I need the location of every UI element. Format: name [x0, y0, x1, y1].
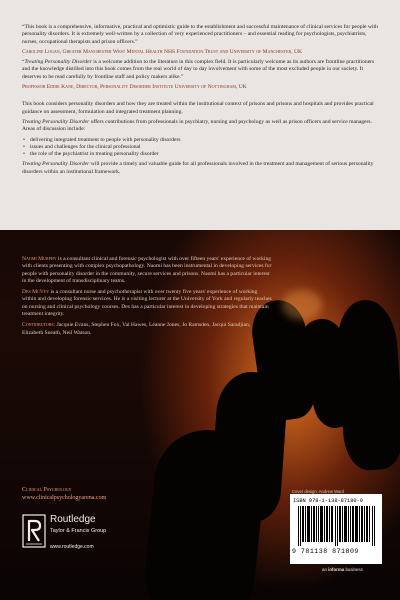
- subject-block: [22, 486, 106, 502]
- light-glow: [282, 290, 322, 320]
- subject-website: www.clinicalpsychologyarena.com: [22, 495, 107, 501]
- list-item: • the role of the psychiatrist in treating personality disorder: [22, 151, 380, 158]
- quote-2-text: is a welcome addition to the literature in this complex field. It is particularly welcome as its authors are frontline practitioners and the knowledge distilled into this book comes from the real world of day to day involvement with some of the most excluded people in our society. It deserves to be read carefully by frontline staff and policy makers alike.”: [22, 59, 375, 80]
- author-name: Naomi Murphy: [22, 256, 57, 262]
- description-title: Treating Personality Disorder: [22, 118, 90, 125]
- publisher-url: www.routledge.com: [50, 544, 94, 550]
- quote-2: “Treating Personality Disorder is a welcome addition to the literature in this complex field. It is particularly welcome as its authors are frontline practitioners and the knowledge distilled into this book comes from the real world of day to day involvement with some of the most excluded people in our society. It deserves to be read carefully by frontline staff and policy makers alike.”: [22, 59, 375, 80]
- topic-list: [22, 137, 380, 159]
- blurb-text: [22, 24, 380, 179]
- quote-2-attribution: Professor Eddie Kane, Director, Personality Disorder Institute University of Nottingham, UK: [22, 84, 247, 91]
- cover-credit: Cover design: Andrew Ward: [292, 489, 344, 494]
- description-intro: This book considers personality disorders and how they are treated within the institutional context of prisons and prisons and hospitals and provides practical guidance on assessment, formulation and integrated treatment planning.: [22, 101, 374, 115]
- contributors: Contributors: Jacquie Evans, Stephen Fox, Val Hawes, Leanne Jones, Jo Ramsden, Jacqui Saradjian, Elizabeth Sneath, Neil Watson.: [22, 322, 251, 336]
- barcode-icon: [298, 506, 376, 546]
- author-bio-murphy: Naomi Murphy is a consultant clinical and forensic psychologist with over fifteen years' experience of working with clients presenting with complex psychopathology. Naomi has been instrumental in developing services for people with personality disorder in the community, secure services and prisons. Naomi has a particular interest in the development of transdisciplinary teams.: [22, 256, 272, 284]
- publisher-name: Routledge: [50, 514, 96, 525]
- description-contents: Treating Personality Disorder offers contributions from professionals in psychiatry, nursing and psychology as well as prison officers and service managers. Areas of discussion include:: [22, 118, 372, 133]
- quote-2-title: Treating Personality Disorder: [24, 59, 92, 66]
- author-bio-mcvey: Des McVey is a consultant nurse and psychotherapist with over twenty five years' experience of working within and developing forensic services. He is a visiting lecturer at the University of York and regularly teaches on nursing and clinical psychology courses. Des has a particular interest in developing strategies that maintain treatment integrity.: [22, 289, 272, 318]
- barcode-box: [290, 494, 382, 564]
- publisher-group: Taylor & Francis Group: [50, 528, 107, 534]
- silhouette-figure: [334, 298, 400, 472]
- imprint: an informa business: [322, 567, 363, 572]
- list-item: • delivering integrated treatment to people with personality disorders: [22, 137, 380, 144]
- barcode-digits: 9 781138 871809: [292, 548, 359, 555]
- isbn-label: ISBN 978-1-138-87180-9: [293, 498, 363, 504]
- quote-1-attribution: Caroline Logan, Greater Manchester West Mental Health NHS Foundation Trust and University of Manchester, UK: [22, 48, 303, 55]
- summary-title: Treating Personality Disorder: [22, 161, 90, 168]
- subject-category: Clinical Psychology: [22, 487, 72, 493]
- publisher-logo: [22, 512, 162, 562]
- author-name: Des McVey: [22, 289, 50, 296]
- routledge-logo-icon: [22, 514, 46, 548]
- imprint-brand: informa: [328, 567, 345, 572]
- contributors-label: Contributors:: [22, 322, 56, 329]
- quote-1: “This book is a comprehensive, informative, practical and optimistic guide to the establishment and successful maintenance of clinical services for people with personality disorders. It is extremely well-written by a collection of very experienced practitioners – and essential reading for psychologists, psychiatrists, nurses, occupational therapists and prison officers.”: [22, 24, 378, 45]
- list-item: • issues and challenges for the clinical professional: [22, 144, 380, 151]
- author-bios: [22, 256, 272, 341]
- description-summary: Treating Personality Disorder will provide a timely and valuable guide for all professionals involved in the treatment and management of serious personality disorders within an institutional framework.: [22, 161, 374, 175]
